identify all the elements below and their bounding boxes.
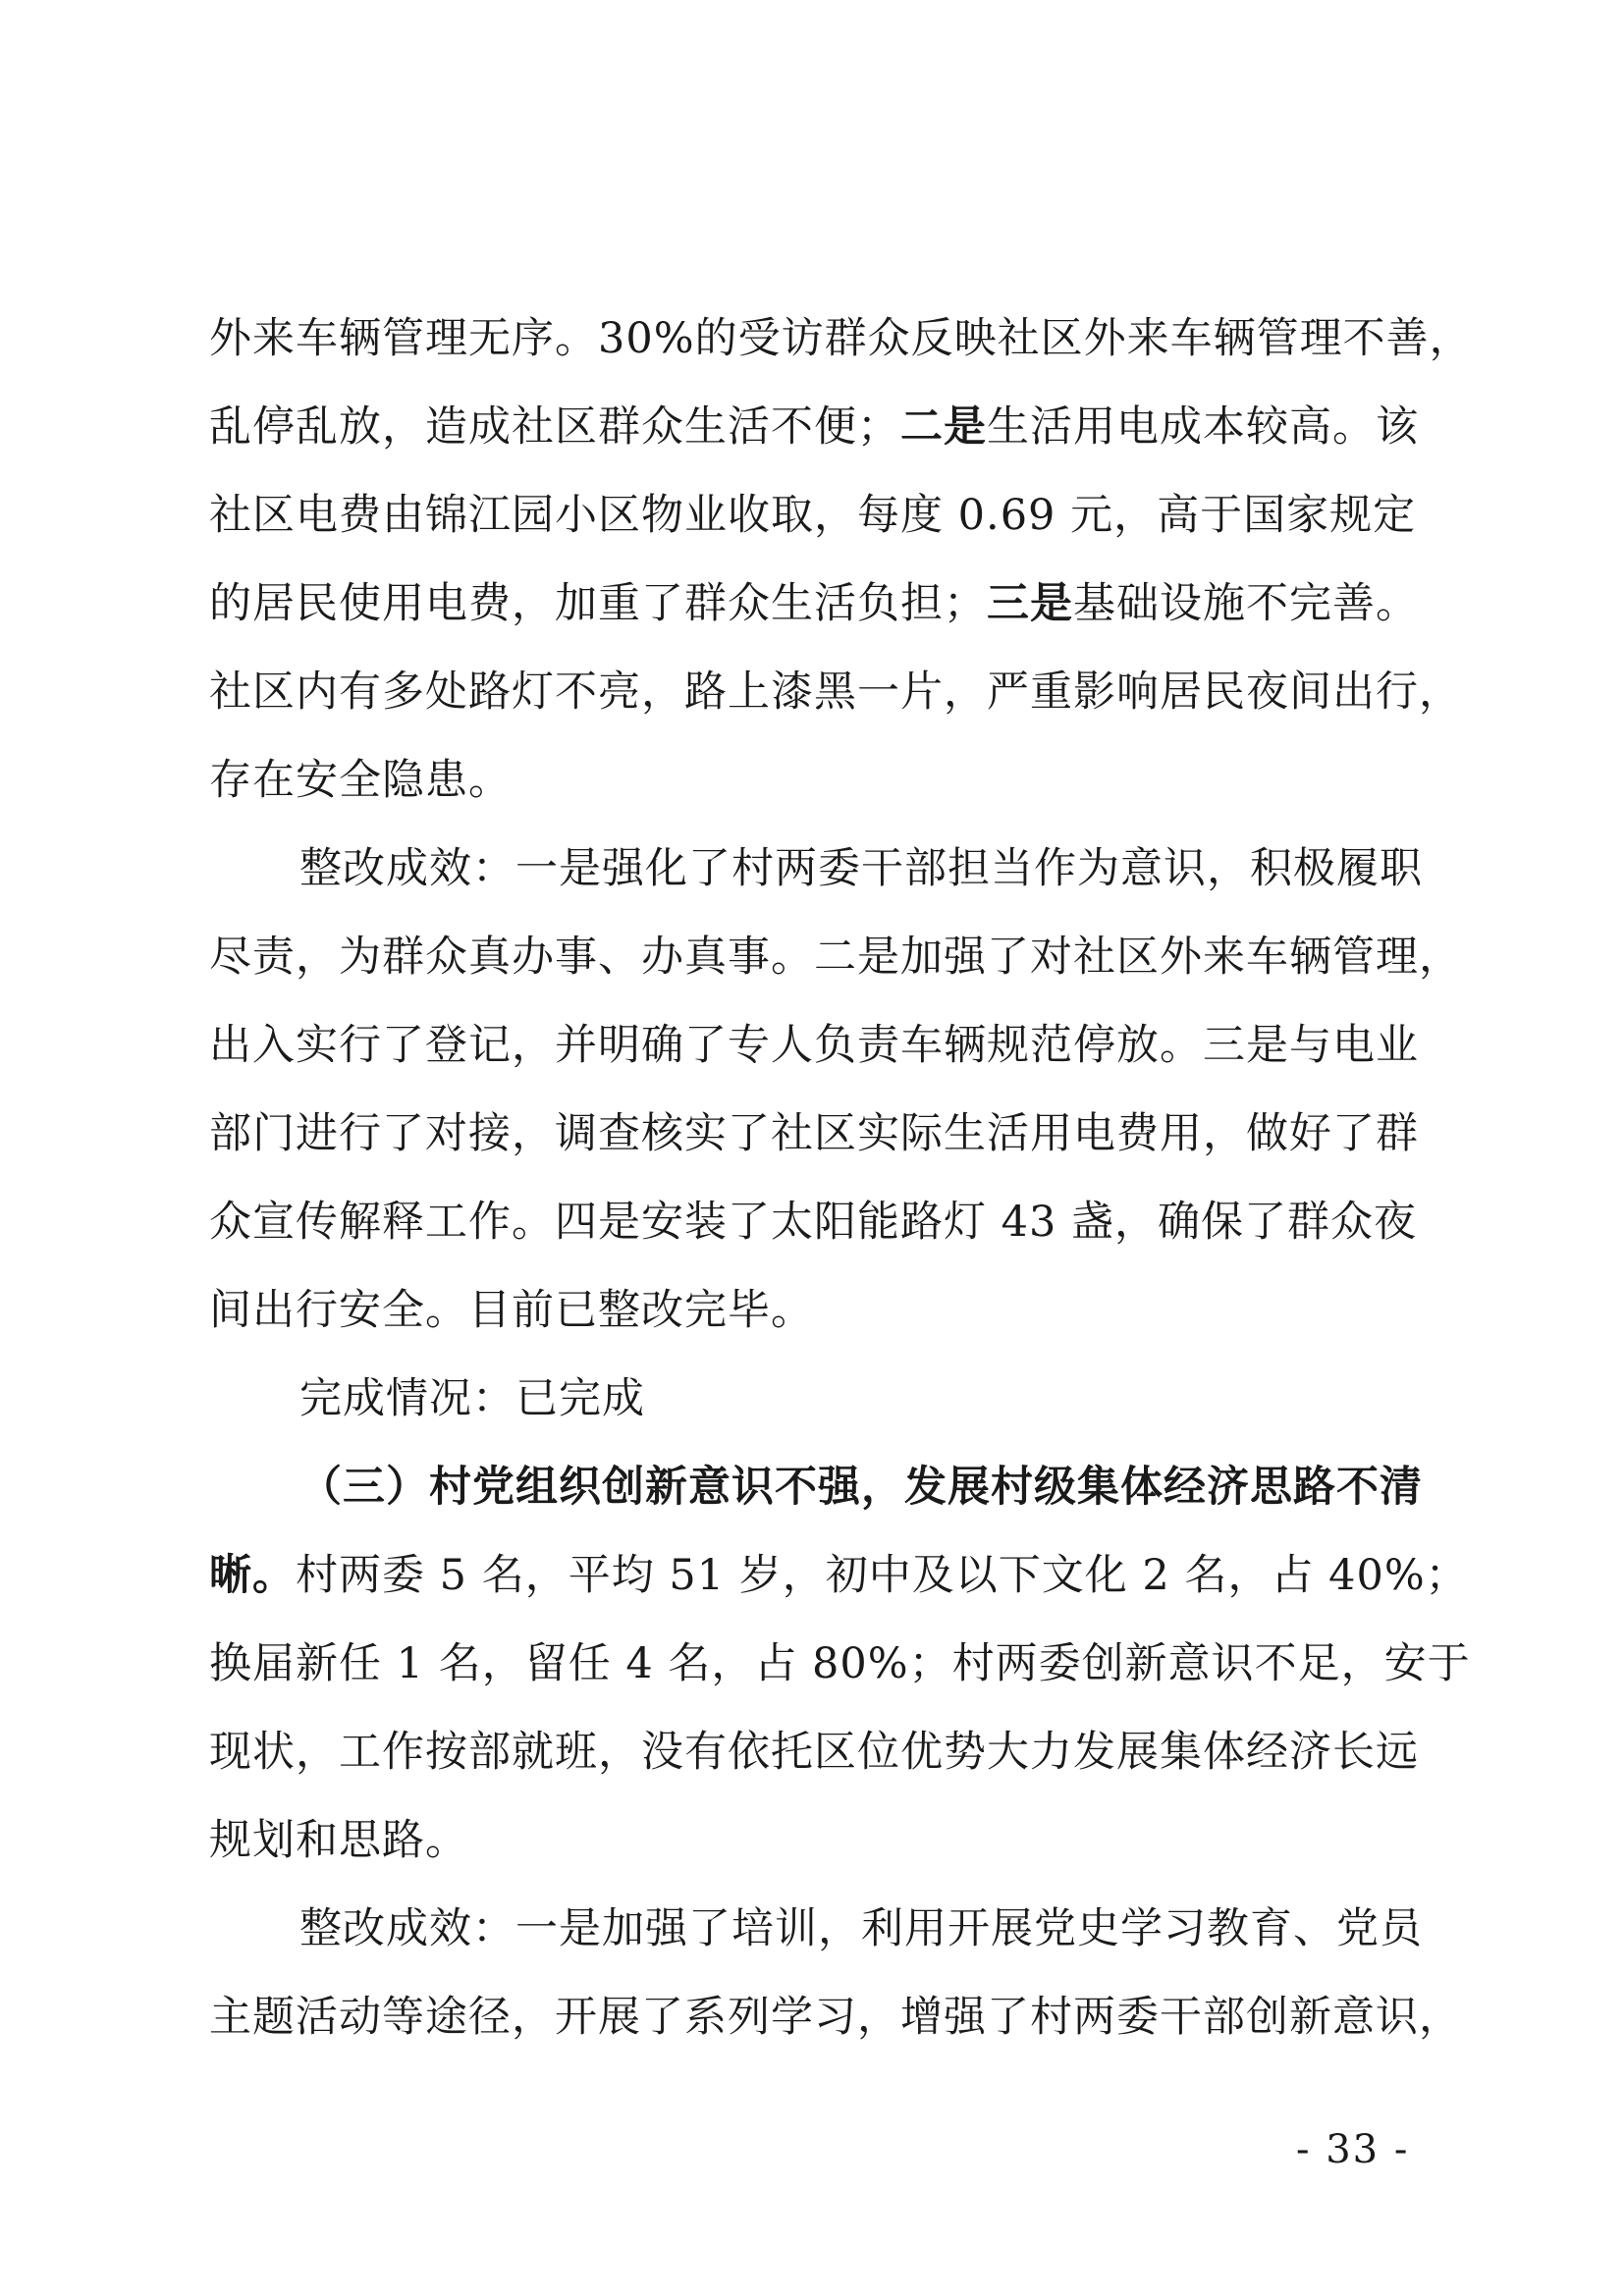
text-run: 众宣传解释工作。四是安装了太阳能路灯 43 盏，确保了群众夜: [209, 1198, 1418, 1247]
text-line: [209, 1708, 1427, 1796]
text-run: 完成情况：已完成: [299, 1374, 645, 1423]
text-line: [209, 1620, 1471, 1708]
text-line: [209, 1885, 1427, 1973]
text-line: [209, 1531, 1469, 1620]
text-line: [209, 1001, 1427, 1090]
bold-text-run: 三是: [987, 579, 1073, 628]
body-text: [209, 294, 1473, 2061]
text-line: [209, 1973, 1462, 2061]
text-line: [209, 383, 1427, 471]
text-run: 基础设施不完善。: [1073, 579, 1419, 628]
bold-text-run: 二是: [900, 402, 987, 452]
page-number: - 33 -: [1296, 2127, 1410, 2172]
text-run: 社区内有多处路灯不亮，路上漆黑一片，严重影响居民夜间出行，: [209, 667, 1462, 717]
text-run: 尽责，为群众真办事、办真事。二是加强了对社区外来车辆管理，: [209, 933, 1462, 982]
text-run: 出入实行了登记，并明确了专人负责车辆规范停放。三是与电业: [209, 1021, 1419, 1070]
text-run: 换届新任 1 名，留任 4 名，占 80%；村两委创新意识不足，安于: [209, 1639, 1471, 1688]
text-run: 的居民使用电费，加重了群众生活负担；: [209, 579, 987, 628]
text-run: 整改成效：一是加强了培训，利用开展党史学习教育、党员: [299, 1904, 1423, 1953]
text-run: 规划和思路。: [209, 1816, 468, 1865]
text-run: 乱停乱放，造成社区群众生活不便；: [209, 402, 900, 452]
text-line: [209, 1355, 1427, 1443]
text-line: [209, 294, 1473, 383]
text-run: 村两委 5 名，平均 51 岁，初中及以下文化 2 名，占 40%；: [296, 1551, 1469, 1600]
text-line: [209, 1443, 1427, 1531]
bold-text-run: （三）村党组织创新意识不强，发展村级集体经济思路不清: [299, 1463, 1423, 1512]
text-run: 现状，工作按部就班，没有依托区位优势大力发展集体经济长远: [209, 1728, 1419, 1777]
text-run: 生活用电成本较高。该: [987, 402, 1419, 452]
text-line: [209, 1178, 1427, 1266]
text-line: [209, 1090, 1427, 1178]
text-line: [209, 471, 1427, 560]
text-line: [209, 736, 1427, 825]
text-line: [209, 1266, 1427, 1355]
text-run: 间出行安全。目前已整改完毕。: [209, 1286, 814, 1335]
text-line: [209, 913, 1462, 1001]
text-run: 社区电费由锦江园小区物业收取，每度 0.69 元，高于国家规定: [209, 491, 1417, 540]
bold-text-run: 晰。: [209, 1551, 296, 1600]
text-line: [209, 648, 1462, 736]
text-line: [209, 825, 1427, 913]
text-run: 外来车辆管理无序。30%的受访群众反映社区外来车辆管理不善，: [209, 314, 1473, 363]
text-run: 整改成效：一是强化了村两委干部担当作为意识，积极履职: [299, 844, 1423, 893]
text-run: 部门进行了对接，调查核实了社区实际生活用电费用，做好了群: [209, 1109, 1419, 1158]
text-line: [209, 1796, 1427, 1885]
text-line: [209, 560, 1427, 648]
text-run: 主题活动等途径，开展了系列学习，增强了村两委干部创新意识，: [209, 1993, 1462, 2042]
text-run: 存在安全隐患。: [209, 756, 512, 805]
